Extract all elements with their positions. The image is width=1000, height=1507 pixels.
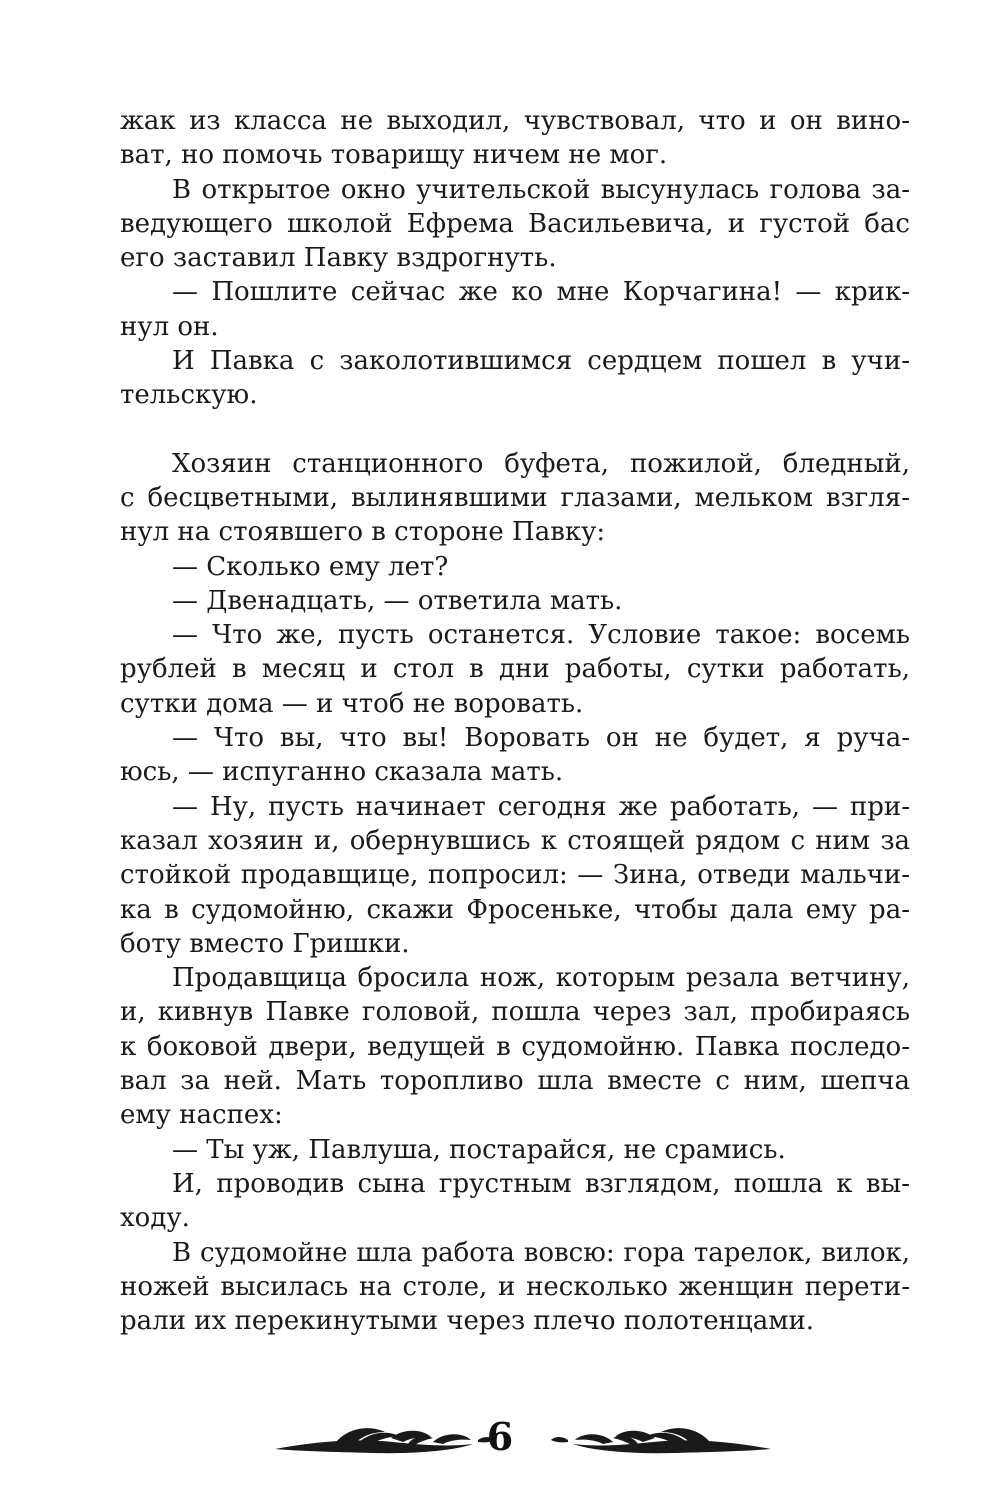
text-line: — Двенадцать, — ответила мать. xyxy=(172,585,623,616)
text-line: ему наспех: xyxy=(120,1100,283,1131)
text-line: ват, но помочь товарищу ничем не мог. xyxy=(120,140,668,171)
text-line: — Что вы, что вы! Воровать он не будет, я руча- xyxy=(172,723,910,754)
text-line: стойкой продавщице, попросил: — Зина, отведи мальчи- xyxy=(120,860,910,891)
text-line: В открытое окно учительской высунулась голова за- xyxy=(172,174,910,205)
text-line: Продавщица бросила нож, которым резала ветчину, xyxy=(172,963,910,994)
text-line: ка в судомойню, скажи Фросеньке, чтобы дала ему ра- xyxy=(120,894,910,925)
page-footer xyxy=(0,1410,1000,1470)
text-line: тельскую. xyxy=(120,380,258,411)
flourish-ornament-left-icon xyxy=(273,1420,498,1460)
text-line: В судомойне шла работа вовсю: гора тарелок, вилок, xyxy=(172,1237,910,1268)
section-break xyxy=(120,413,910,447)
text-line: рали их перекинутыми через плечо полотенцами. xyxy=(120,1306,815,1337)
text-line: вал за ней. Мать торопливо шла вместе с ним, шепча xyxy=(120,1066,910,1097)
text-line: ножей высилась на столе, и несколько женщин перети- xyxy=(120,1271,910,1302)
text-line: — Ты уж, Павлуша, постарайся, не срамись. xyxy=(172,1134,786,1165)
text-line: сутки дома — и чтоб не воровать. xyxy=(120,688,584,719)
text-line: — Сколько ему лет? xyxy=(172,551,449,582)
text-line: его заставил Павку вздрогнуть. xyxy=(120,243,557,274)
text-line: Хозяин станционного буфета, пожилой, бледный, xyxy=(172,448,910,479)
text-line: с бесцветными, вылинявшими глазами, мельком взгля- xyxy=(120,482,910,513)
text-line: ходу. xyxy=(120,1203,190,1234)
text-line: боту вместо Гришки. xyxy=(120,928,410,959)
text-line: жак из класса не выходил, чувствовал, что и он вино- xyxy=(120,106,910,136)
text-line: казал хозяин и, обернувшись к стоящей рядом с ним за xyxy=(120,825,910,856)
text-line: и, кивнув Павке головой, пошла через зал, пробираясь xyxy=(120,997,910,1028)
body-text xyxy=(120,104,910,1338)
page-number: 6 xyxy=(486,1414,514,1459)
flourish-ornament-right-icon xyxy=(548,1420,773,1460)
text-line: И Павка с заколотившимся сердцем пошел в учи- xyxy=(172,346,910,377)
text-line: — Что же, пусть останется. Условие такое: восемь xyxy=(172,620,910,651)
text-line: к боковой двери, ведущей в судомойню. Павка последо- xyxy=(120,1031,910,1062)
text-line: нул на стоявшего в стороне Павку: xyxy=(120,517,606,548)
text-line: юсь, — испуганно сказала мать. xyxy=(120,757,564,788)
text-line: И, проводив сына грустным взглядом, пошла к вы- xyxy=(172,1168,910,1199)
text-line: нул он. xyxy=(120,311,219,342)
text-line: ведующего школой Ефрема Васильевича, и густой бас xyxy=(120,208,910,239)
text-line: рублей в месяц и стол в дни работы, сутки работать, xyxy=(120,654,910,685)
text-line: — Ну, пусть начинает сегодня же работать, — при- xyxy=(172,791,910,822)
text-line: — Пошлите сейчас же ко мне Корчагина! — крик- xyxy=(172,277,910,308)
